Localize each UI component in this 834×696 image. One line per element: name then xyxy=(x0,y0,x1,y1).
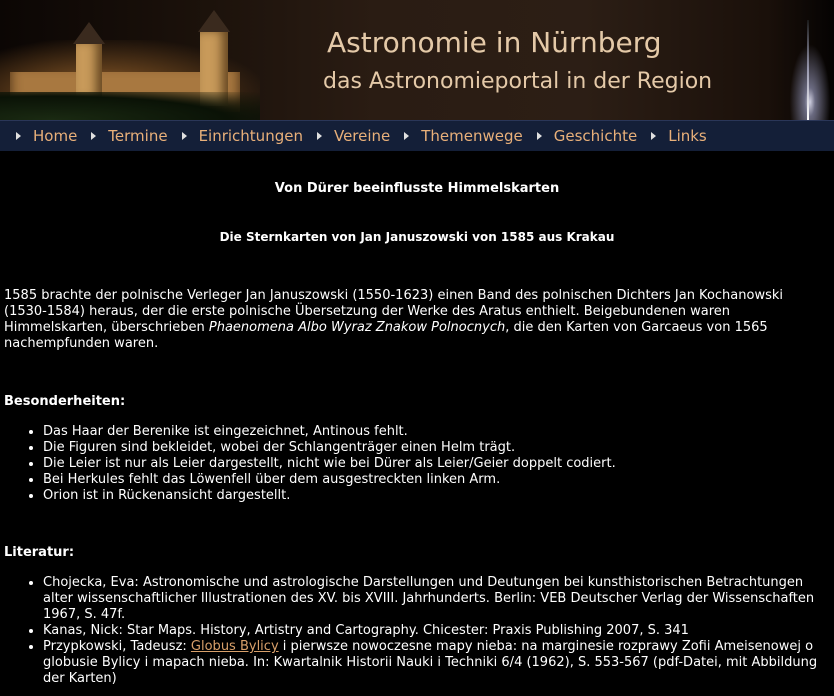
nav-link-einrichtungen[interactable]: Einrichtungen xyxy=(198,127,303,145)
arrow-right-icon xyxy=(651,132,656,140)
trees-image xyxy=(0,92,260,120)
list-item: • Chojecka, Eva: Astronomische und astrologische Darstellungen und Deutungen bei kunsthistorischen Betrachtungen alter wissenschaftlicher Illustrationen des XV. bis XVIII. Jahrhunderts. Berlin: VEB Deutscher Verlag der Wissenschaften 1967, S. 47f. xyxy=(43,575,833,623)
arrow-right-icon xyxy=(404,132,409,140)
list-item xyxy=(43,639,833,687)
header-banner xyxy=(0,0,834,120)
features-list xyxy=(4,424,833,504)
literature-item-text: Przypkowski, Tadeusz: xyxy=(43,639,191,654)
star-decoration xyxy=(774,0,834,120)
nav-link-geschichte[interactable]: Geschichte xyxy=(553,127,638,145)
nav-link-vereine[interactable]: Vereine xyxy=(333,127,391,145)
list-item: • Das Haar der Berenike ist eingezeichnet, Antinous fehlt. xyxy=(43,424,833,440)
intro-paragraph xyxy=(4,288,824,352)
castle-tower-left xyxy=(76,40,102,100)
intro-text-start: 1585 brachte der polnische Verleger Jan Januszowski (1550-1623) einen Band des polnischen Dichters Jan Kochanowski (1530-1584) heraus, der die erste polnische Übersetzung der Werke des Aratus enthielt. Beigebundenen waren Himmelskarten, überschrieben xyxy=(4,288,783,335)
list-item: • Die Figuren sind bekleidet, wobei der Schlangenträger einen Helm trägt. xyxy=(43,440,833,456)
nav-item-einrichtungen[interactable] xyxy=(182,128,303,144)
nav-link-links[interactable]: Links xyxy=(668,127,707,145)
arrow-right-icon xyxy=(317,132,322,140)
nav-item-themenwege[interactable] xyxy=(404,128,523,144)
literature-item-text: i pierwsze nowoczesne mapy nieba: na marginesie rozprawy Zofii Ameisenowej o globusie Bylicy i mapach nieba. In: Kwartalnik Historii Nauki i Techniki 6/4 (1962), S. 553-567 (pdf-Datei, mit Abbildung der Karten) xyxy=(43,639,818,686)
features-heading: Besonderheiten: xyxy=(4,394,126,409)
list-item: • Orion ist in Rückenansicht dargestellt. xyxy=(43,488,833,504)
globus-bylicy-link[interactable]: Globus Bylicy xyxy=(190,639,279,654)
arrow-right-icon xyxy=(537,132,542,140)
arrow-right-icon xyxy=(182,132,187,140)
list-item: • Bei Herkules fehlt das Löwenfell über dem ausgestreckten linken Arm. xyxy=(43,472,833,488)
list-item: • Die Leier ist nur als Leier dargestellt, nicht wie bei Dürer als Leier/Geier doppelt codiert. xyxy=(43,456,833,472)
nav-item-home[interactable] xyxy=(16,128,77,144)
nav-item-termine[interactable] xyxy=(91,128,167,144)
page-title: Von Dürer beeinflusste Himmelskarten xyxy=(274,181,560,196)
intro-title-italic: Phaenomena Albo Wyraz Znakow Polnocnych xyxy=(208,320,506,335)
nav-link-home[interactable]: Home xyxy=(33,127,78,145)
nav-item-vereine[interactable] xyxy=(317,128,390,144)
main-navigation xyxy=(0,120,834,151)
literature-heading: Literatur: xyxy=(4,545,75,560)
nav-item-geschichte[interactable] xyxy=(537,128,637,144)
arrow-right-icon xyxy=(91,132,96,140)
list-item: • Kanas, Nick: Star Maps. History, Artistry and Cartography. Chicester: Praxis Publishing 2007, S. 341 xyxy=(43,623,833,639)
nav-link-termine[interactable]: Termine xyxy=(108,127,168,145)
intro-text-end: , die den Karten von Garcaeus von 1565 nachempfunden waren. xyxy=(4,320,768,351)
literature-list xyxy=(4,575,833,687)
page-subtitle: Die Sternkarten von Jan Januszowski von 1585 aus Krakau xyxy=(219,230,615,244)
site-subtitle: das Astronomieportal in der Region xyxy=(323,69,713,94)
arrow-right-icon xyxy=(16,132,21,140)
site-title: Astronomie in Nürnberg xyxy=(327,26,662,59)
nav-item-links[interactable] xyxy=(651,128,707,144)
nav-link-themenwege[interactable]: Themenwege xyxy=(421,127,523,145)
